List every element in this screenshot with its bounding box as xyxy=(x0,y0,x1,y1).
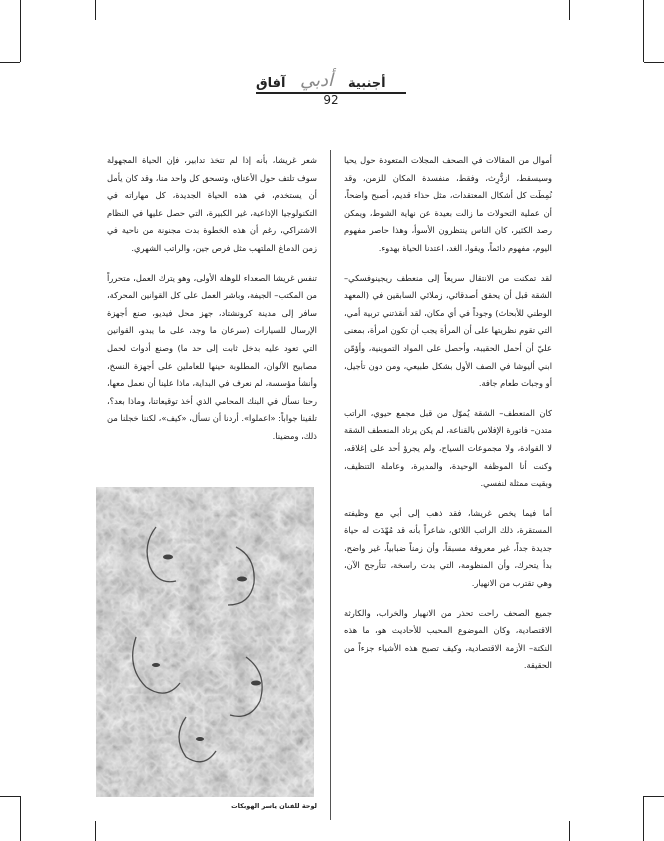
crop-mark xyxy=(644,796,664,797)
article-column-left xyxy=(107,152,317,458)
crop-mark xyxy=(95,0,96,20)
crop-mark xyxy=(95,821,96,841)
paragraph: لقد تمكنت من الانتقال سريعاً إلى منعطف ريجينوفسكي– الشقة قبل أن يحقق أصدقائي، زملائي السابقين في (المعهد الوطني للأبحاث) وجوداً في أي مكان، لقد أنقذتني تربية أمي، التي تقوم نظريتها على أن المرأة يجب أن تكون امرأة، بمعنى عليّ أن أحمل الحقيبة، وأحصل على المواد التموينية، وأؤمّن ابني أليوشا في الصف الأول بشكل طبيعي، ومن دون تأجيل، أو وجبات طعام جافة. xyxy=(344,272,552,389)
paragraph: كان المنعطف– الشقة يُموّل من قبل مجمع حيوي، الراتب متدن– فاتورة الإفلاس بالقناعة، لم يكن يرتاد المنعطف الشقة لا القوادة، ولا مجموعات السياح، ولم يجرؤ أحد على إغلاقه، وكنت أنا الموظفة الوحيدة، والمديرة، وعاملة التنظيف، وبقيت ممثلة لنفسي. xyxy=(344,407,552,489)
crop-mark xyxy=(569,821,570,841)
crop-mark xyxy=(20,796,21,841)
paragraph: جميع الصحف راحت تحذر من الانهيار والخراب، والكارثة الاقتصادية، وكان الموضوع المحبب للأحاديث هو، ما هذه النكتة– الأزمة الاقتصادية، وكيف تصبح هذه الأشياء جزءاً من الحقيقة. xyxy=(344,607,552,671)
page-header xyxy=(0,70,664,110)
crop-mark xyxy=(20,0,21,62)
crop-mark xyxy=(643,796,644,841)
logo-word-right: أجنبية xyxy=(348,76,386,91)
paragraph: شعر غريشا، بأنه إذا لم تتخذ تدابير، فإن الحياة المجهولة سوف تلتف حول الأعناق، وتسحق كل واحد منا، وقد كان يأمل أن يستخدم، في هذه الحياة الجديدة، كل مهاراته في التكنولوجيا الإذاعية، غير الكبيرة، التي حصل عليها في النظام الاشتراكي، رغم أن هذه الخطوة بدت مجنونة من ناحية في زمن الدماغ الملتهب مثل فرص جين، والراتب الشهري. xyxy=(107,155,317,253)
paragraph: تنفس غريشا الصعداء للوهلة الأولى، وهو يترك العمل، متحرراً من المكتب– الجيفة، وباشر العمل على كل القوانين المحركة، سافر إلى مدينة كرونشتاد، جهز محل فيديو، صنع أجهزة الإرسال للسيارات (سرعان ما وجد، على ما يبدو، القوانين التي تعود عليه بدخل ثابت إلى حد ما) وصنع أدوات لحمل مصابيح الألوان، المطلوبة حينها للعاملين على أجهزة النسخ، وأنشأ مؤسسة، لم نعرف في البداية، ماذا علينا أن نعمل معها، رحنا نسأل في البنك المحامي الذي أخذ توقيعاتنا، وماذا بعد؟، تلقينا جواباً: «اعملوا». أردنا أن نسأل، «كيف»، لكننا خجلنا من ذلك، ومضينا. xyxy=(107,272,317,441)
crop-mark xyxy=(0,62,20,63)
logo-word-mid: أدبي xyxy=(300,70,334,91)
paragraph: أموال من المقالات في الصحف المجلات المتعودة حول يحيا وسيسقط، ازدُّرِث، وفقط، منفسدة المكان للزمن، وقد نُمِطَت كل أشكال المعتقدات، مثل حذاء قديم، أصبح واضحاً، أن عملية التحولات ما زالت بعيدة عن نهاية الشوط، ويمكن رصد الكثير، كان الناس ينتظرون الأسوأ، وهذا حاصر مفهوم اليوم، مفهوم دائماً، ويقوا، الغد، اعتدنا الحياة بهدوء. xyxy=(344,155,552,253)
logo-word-left: آفاق xyxy=(256,76,286,91)
artwork-image xyxy=(96,487,314,797)
crop-mark xyxy=(569,0,570,20)
crop-mark xyxy=(643,0,644,62)
crop-mark xyxy=(644,62,664,63)
article-column-right xyxy=(344,152,552,687)
crop-mark xyxy=(0,796,20,797)
page-number: 92 xyxy=(323,93,339,107)
figure-caption: لوحة للفنان ياسر الهوبكات xyxy=(231,802,317,810)
paragraph: أما فيما يخص غريشا، فقد ذهب إلى أبي مع وظيفته المستقرة، ذلك الراتب اللائق، شاعراً بأنه قد مُهّدَت له حياة جديدة جداً، غير معروفة مسبقاً، وأن زمناً ضبابياً، غير واضح، بدأ يتحرك، وأن المنظومة، التي بدت راسخة، تتأرجح الآن، وهي تقترب من الانهيار. xyxy=(344,507,552,589)
column-divider xyxy=(330,150,331,820)
